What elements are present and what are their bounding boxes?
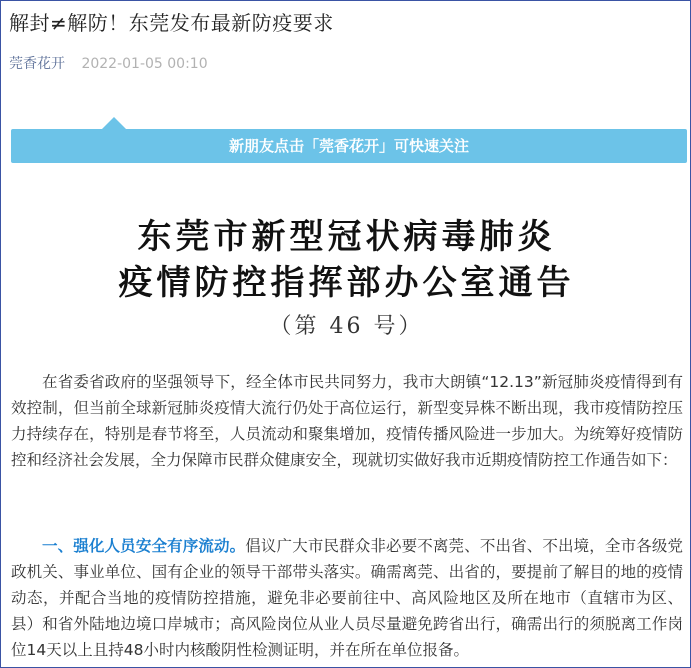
follow-banner[interactable]: 新朋友点击「莞香花开」可快速关注 bbox=[11, 129, 687, 163]
section-paragraph bbox=[11, 533, 683, 663]
body-paragraph: 在省委省政府的坚强领导下，经全体市民共同努力，我市大朗镇“12.13”新冠肺炎疫情得到有效控制，但当前全球新冠肺炎疫情大流行仍处于高位运行，新型变异株不断出现，我市疫情防控压力持续存在，特别是春节将至，人员流动和聚集增加，疫情传播风险进一步加大。为统筹好疫情防控和经济社会发展，全力保障市民群众健康安全，现就切实做好我市近期疫情防控工作通告如下： bbox=[11, 373, 683, 469]
article-title: 解封≠解防！东莞发布最新防疫要求 bbox=[9, 11, 334, 35]
notice-heading-line2: 疫情防控指挥部办公室通告 bbox=[118, 263, 575, 303]
banner-pointer-arrow bbox=[102, 117, 126, 129]
section-heading: 一、强化人员安全有序流动。 bbox=[42, 537, 246, 555]
section-body: 倡议广大市民群众非必要不离莞、不出省、不出境，全市各级党政机关、事业单位、国有企业的领导干部带头落实。确需离莞、出省的，要提前了解目的地的疫情动态，并配合当地的疫情防控措施，避免非必要前往中、高风险地区及所在地市（直辖市为区、县）和省外陆地边境口岸城市；高风险岗位从业人员尽量避免跨省出行，确需出行的须脱离工作岗位14天以上且持48小时内核酸阴性检测证明，并在所在单位报备。 bbox=[11, 537, 683, 659]
publish-date: 2022-01-05 00:10 bbox=[81, 56, 208, 72]
notice-heading-line1: 东莞市新型冠状病毒肺炎 bbox=[137, 217, 556, 257]
notice-number: （第 46 号） bbox=[269, 314, 424, 339]
article-meta bbox=[9, 53, 208, 73]
account-name-link[interactable]: 莞香花开 bbox=[9, 56, 65, 72]
